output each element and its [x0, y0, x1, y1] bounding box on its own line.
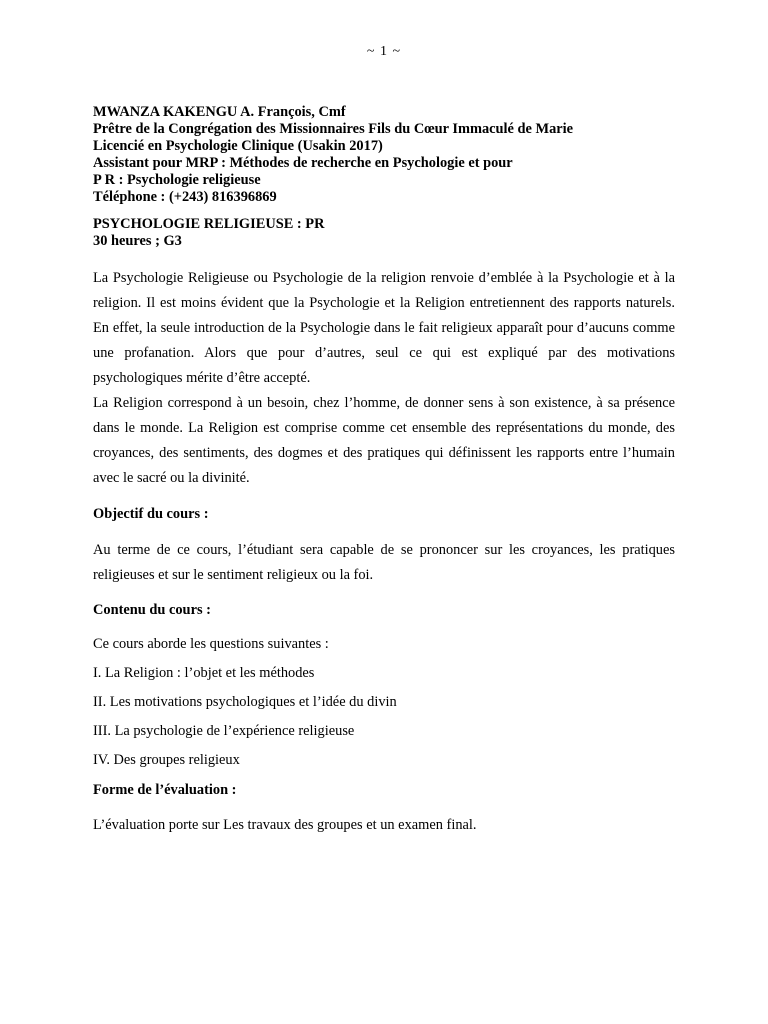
list-item: IV. Des groupes religieux [93, 752, 240, 768]
intro-paragraph-1: La Psychologie Religieuse ou Psychologie de la religion renvoie d’emblée à la Psychologie et à la religion. Il est moins évident que la Psychologie et la Religion entretiennent des rapports naturels. En effet, la seule introduction de la Psychologie dans le fait religieux apparaît pour d’aucuns comme une profanation. Alors que pour d’autres, seul ce qui est expliqué par des motivations psychologiques mérite d’être accepté. [93, 270, 675, 386]
intro-paragraph-2: La Religion correspond à un besoin, chez l’homme, de donner sens à son existence, à sa présence dans le monde. La Religion est comprise comme cet ensemble des représentations du monde, des croyances, des sentiments, des dogmes et des pratiques qui définissent les rapports entre l’humain avec le sacré ou la divinité. [93, 395, 675, 486]
author-role: Assistant pour MRP : Méthodes de recherche en Psychologie et pour [93, 155, 513, 171]
page-number: ~ 1 ~ [366, 44, 402, 59]
author-role-continued: P R : Psychologie religieuse [93, 172, 261, 188]
author-name: MWANZA KAKENGU A. François, Cmf [93, 104, 346, 120]
list-item: I. La Religion : l’objet et les méthodes [93, 665, 315, 681]
author-phone: Téléphone : (+243) 816396869 [93, 189, 277, 205]
course-title: PSYCHOLOGIE RELIGIEUSE : PR [93, 216, 325, 232]
contenu-list [93, 663, 675, 770]
document-body [93, 104, 675, 835]
course-details: 30 heures ; G3 [93, 233, 182, 249]
evaluation-text: L’évaluation porte sur Les travaux des groupes et un examen final. [93, 817, 477, 833]
list-item: III. La psychologie de l’expérience religieuse [93, 723, 355, 739]
course-heading [93, 216, 675, 250]
list-item: II. Les motivations psychologiques et l’idée du divin [93, 694, 397, 710]
objectif-heading: Objectif du cours : [93, 506, 209, 522]
contenu-heading: Contenu du cours : [93, 602, 211, 618]
contenu-intro: Ce cours aborde les questions suivantes : [93, 636, 329, 652]
evaluation-heading: Forme de l’évaluation : [93, 782, 237, 798]
objectif-text: Au terme de ce cours, l’étudiant sera capable de se prononcer sur les croyances, les pratiques religieuses et sur le sentiment religieux ou la foi. [93, 542, 675, 583]
author-affiliation: Prêtre de la Congrégation des Missionnaires Fils du Cœur Immaculé de Marie [93, 121, 574, 137]
author-header [93, 104, 675, 206]
author-degree: Licencié en Psychologie Clinique (Usakin 2017) [93, 138, 383, 154]
